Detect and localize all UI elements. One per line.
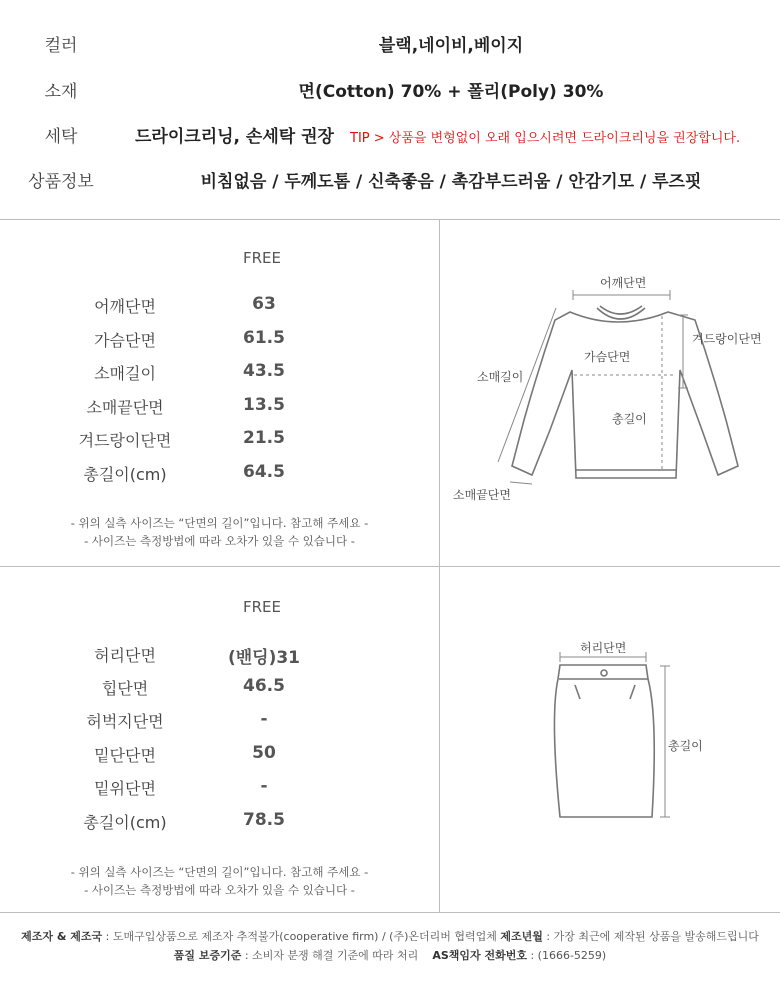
size-row xyxy=(0,462,439,492)
measurement-note: - 위의 실측 사이즈는 “단면의 길이”입니다. 참고해 주세요 - xyxy=(70,865,369,879)
warranty-label: 품질 보증기준 xyxy=(173,949,242,962)
measurement-note: - 위의 실측 사이즈는 “단면의 길이”입니다. 참고해 주세요 - xyxy=(70,516,369,530)
diagram-armpit-label: 겨드랑이단면 xyxy=(692,332,762,346)
diagram-cuff-label: 소매끝단면 xyxy=(453,488,511,502)
size-row xyxy=(0,428,439,458)
as-value: : (1666-5259) xyxy=(530,949,607,962)
footer-row-warranty xyxy=(0,947,780,963)
size-row xyxy=(0,810,439,840)
size-key: 허리단면 xyxy=(94,646,156,665)
size-key: 총길이(cm) xyxy=(83,465,167,484)
size-row xyxy=(0,328,439,358)
sweater-illustration xyxy=(440,220,780,566)
date-label: 제조년월 xyxy=(500,930,543,943)
color-value: 블랙,네이비,베이지 xyxy=(378,36,524,56)
size-key: 소매길이 xyxy=(94,364,156,383)
size-value: 64.5 xyxy=(243,462,285,482)
maker-value: : 도매구입상품으로 제조자 추적불가(cooperative firm) / (주)온더리버 협력업체 xyxy=(105,930,497,943)
size-value: 43.5 xyxy=(243,361,285,381)
size-row xyxy=(0,643,439,673)
size-key: 밑단단면 xyxy=(94,746,156,765)
diagram-chest-label: 가슴단면 xyxy=(584,350,631,364)
size-key: 총길이(cm) xyxy=(83,813,167,832)
wash-tip: TIP > 상품을 변형없이 오래 입으시려면 드라이크리닝을 권장합니다. xyxy=(350,131,741,146)
size-label: FREE xyxy=(242,249,281,267)
material-value: 면(Cotton) 70% + 폴리(Poly) 30% xyxy=(298,82,604,102)
size-label: FREE xyxy=(242,598,281,616)
top-size-table xyxy=(0,220,439,566)
color-label: 컬러 xyxy=(44,36,78,56)
measurement-note: - 사이즈는 측정방법에 따라 오차가 있을 수 있습니다 - xyxy=(84,883,355,897)
size-value: (밴딩)31 xyxy=(227,648,301,668)
size-key: 힙단면 xyxy=(101,679,149,698)
size-row xyxy=(0,676,439,706)
info-row-color xyxy=(0,31,780,75)
size-key: 어깨단면 xyxy=(94,297,156,316)
size-key: 소매끝단면 xyxy=(86,398,164,417)
size-value: 46.5 xyxy=(243,676,285,696)
size-value: - xyxy=(260,776,268,796)
material-label: 소재 xyxy=(44,82,78,102)
size-value: 50 xyxy=(252,743,276,763)
diagram-total-label: 총길이 xyxy=(668,739,703,753)
date-value: : 가장 최근에 제작된 상품을 발송해드립니다 xyxy=(546,930,759,943)
diagram-sleeve-label: 소매길이 xyxy=(477,370,524,384)
info-row-material xyxy=(0,77,780,121)
skirt-illustration xyxy=(440,567,780,912)
divider xyxy=(0,912,780,913)
size-key: 겨드랑이단면 xyxy=(78,431,172,450)
size-key: 허벅지단면 xyxy=(86,712,164,731)
size-value: 21.5 xyxy=(243,428,285,448)
size-value: 61.5 xyxy=(243,328,285,348)
size-value: 78.5 xyxy=(243,810,285,830)
size-key: 가슴단면 xyxy=(94,331,156,350)
info-row-wash xyxy=(0,122,780,166)
size-row xyxy=(0,709,439,739)
diagram-waist-label: 허리단면 xyxy=(580,641,627,655)
size-value: 13.5 xyxy=(243,395,285,415)
size-row xyxy=(0,776,439,806)
top-diagram xyxy=(440,220,780,566)
diagram-total-label: 총길이 xyxy=(612,412,647,426)
info-row-product xyxy=(0,167,780,211)
size-value: - xyxy=(260,709,268,729)
diagram-shoulder-label: 어깨단면 xyxy=(600,276,647,290)
warranty-value: : 소비자 분쟁 해결 기준에 따라 처리 xyxy=(244,949,419,962)
product-value: 비침없음 / 두께도톰 / 신축좋음 / 촉감부드러움 / 안감기모 / 루즈핏 xyxy=(200,172,702,192)
as-label: AS책임자 전화번호 xyxy=(432,949,527,962)
product-label: 상품정보 xyxy=(28,172,94,192)
size-key: 밑위단면 xyxy=(94,779,156,798)
size-row xyxy=(0,294,439,324)
maker-label: 제조자 & 제조국 xyxy=(21,930,103,943)
product-info-table xyxy=(0,0,780,220)
wash-value: 드라이크리닝, 손세탁 권장 xyxy=(135,127,334,147)
bottom-size-table xyxy=(0,567,439,912)
size-row xyxy=(0,395,439,425)
wash-label: 세탁 xyxy=(44,127,78,147)
size-value: 63 xyxy=(252,294,276,314)
size-row xyxy=(0,743,439,773)
legal-footer xyxy=(0,921,780,982)
size-row xyxy=(0,361,439,391)
bottom-diagram xyxy=(440,567,780,912)
footer-row-maker xyxy=(0,928,780,944)
measurement-note: - 사이즈는 측정방법에 따라 오차가 있을 수 있습니다 - xyxy=(84,534,355,548)
